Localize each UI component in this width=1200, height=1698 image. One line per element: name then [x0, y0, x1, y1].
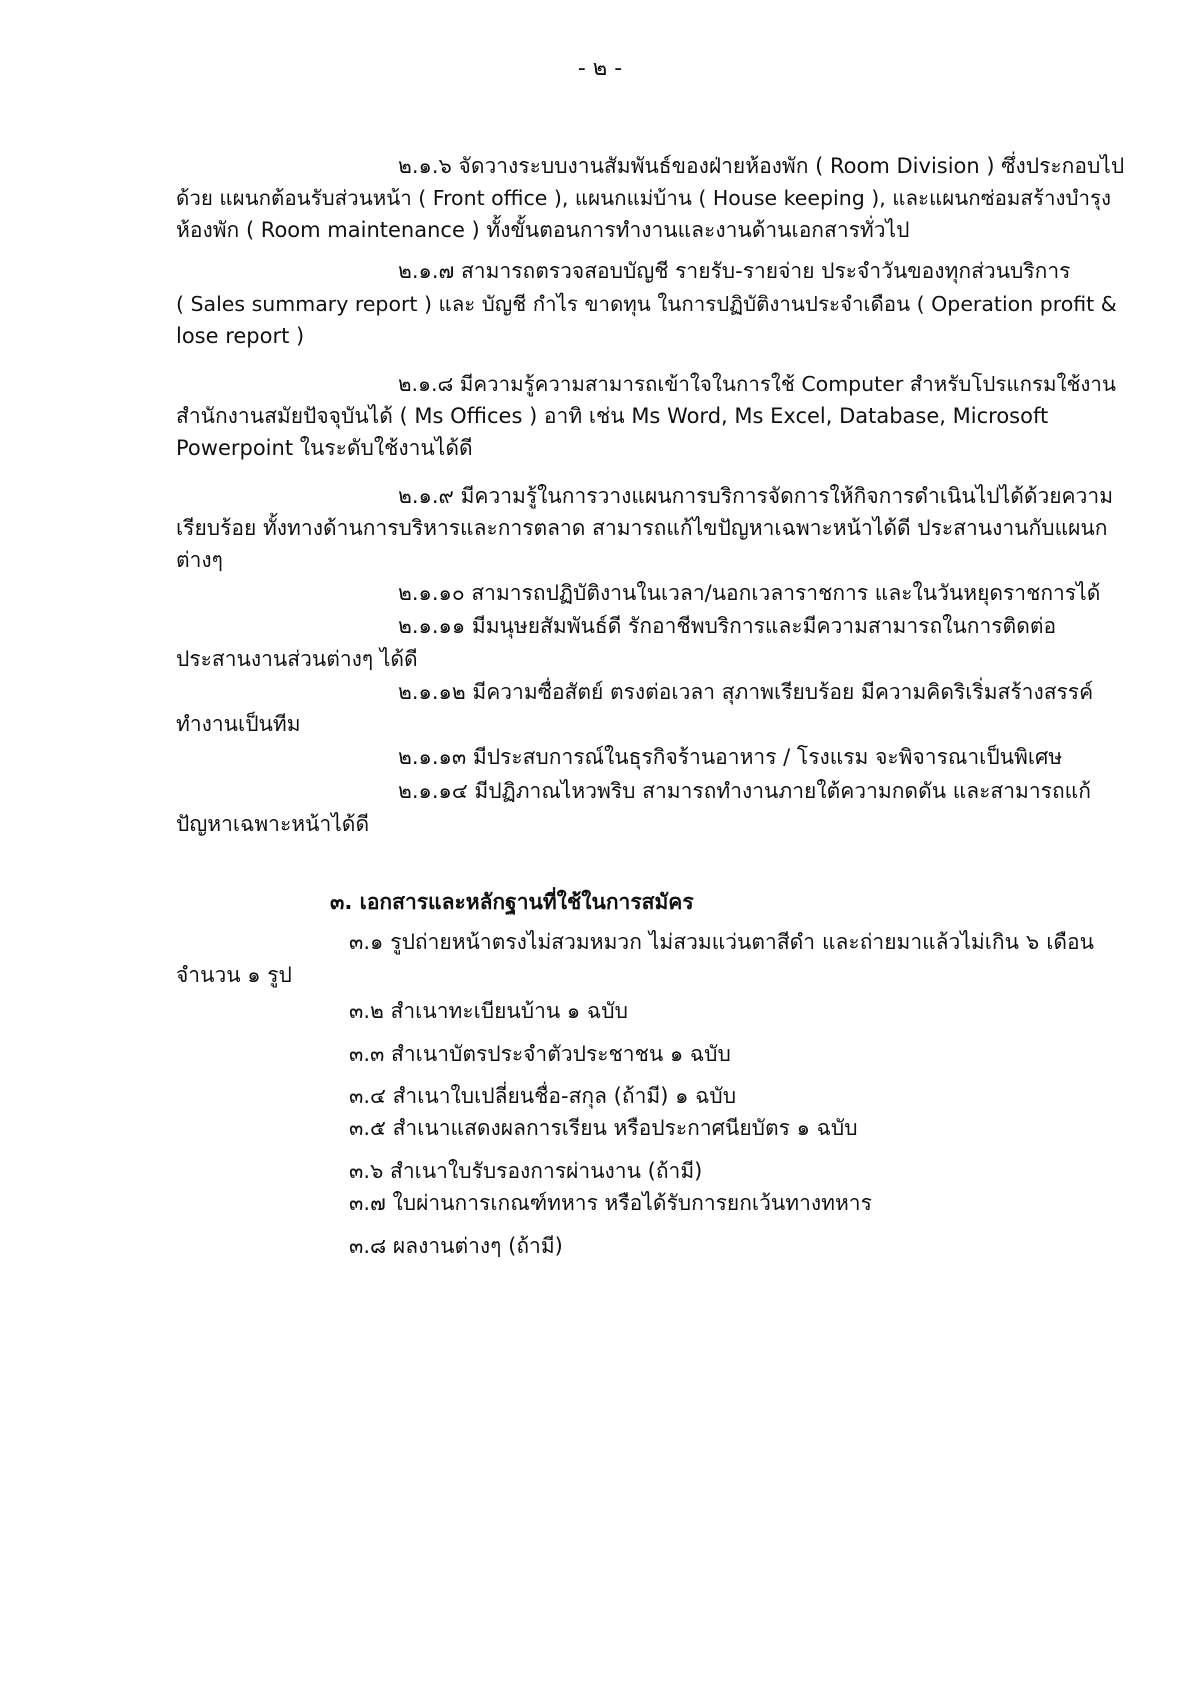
- page-number: - ๒ -: [577, 56, 623, 81]
- item-3-6: ๓.๖ สำเนาใบรับรองการผ่านงาน (ถ้ามี): [349, 1159, 703, 1183]
- item-2-1-7-line-2: ( Sales summary report ) และ บัญชี กำไร ขาดทุน ในการปฏิบัติงานประจำเดือน ( Operation profit &: [176, 292, 1117, 316]
- item-2-1-8-line-1: ๒.๑.๘ มีความรู้ความสามารถเข้าใจในการใช้ Computer สำหรับโปรแกรมใช้งาน: [398, 372, 1116, 396]
- item-3-5: ๓.๕ สำเนาแสดงผลการเรียน หรือประกาศนียบัตร ๑ ฉบับ: [349, 1116, 858, 1140]
- item-2-1-14-line-2: ปัญหาเฉพาะหน้าได้ดี: [176, 812, 370, 836]
- item-2-1-10-line-1: ๒.๑.๑๐ สามารถปฏิบัติงานในเวลา/นอกเวลาราชการ และในวันหยุดราชการได้: [398, 581, 1101, 605]
- item-2-1-11-line-2: ประสานงานส่วนต่างๆ ได้ดี: [176, 647, 418, 671]
- item-2-1-7-line-3: lose report ): [176, 324, 305, 348]
- item-3-4: ๓.๔ สำเนาใบเปลี่ยนชื่อ-สกุล (ถ้ามี) ๑ ฉบับ: [349, 1084, 737, 1108]
- section-3-heading: ๓. เอกสารและหลักฐานที่ใช้ในการสมัคร: [330, 890, 694, 914]
- item-3-8: ๓.๘ ผลงานต่างๆ (ถ้ามี): [349, 1234, 563, 1258]
- item-2-1-11-line-1: ๒.๑.๑๑ มีมนุษยสัมพันธ์ดี รักอาชีพบริการและมีความสามารถในการติดต่อ: [398, 614, 1057, 638]
- item-3-1-line-2: จำนวน ๑ รูป: [176, 963, 292, 987]
- item-2-1-8-line-2: สำนักงานสมัยปัจจุบันได้ ( Ms Offices ) อาทิ เช่น Ms Word, Ms Excel, Database, Microsoft: [176, 404, 1049, 428]
- item-3-1-line-1: ๓.๑ รูปถ่ายหน้าตรงไม่สวมหมวก ไม่สวมแว่นตาสีดำ และถ่ายมาแล้วไม่เกิน ๖ เดือน: [349, 930, 1094, 954]
- item-2-1-8-line-3: Powerpoint ในระดับใช้งานได้ดี: [176, 436, 473, 460]
- item-2-1-9-line-2: เรียบร้อย ทั้งทางด้านการบริหารและการตลาด สามารถแก้ไขปัญหาเฉพาะหน้าได้ดี ประสานงานกับแผนก: [176, 516, 1108, 540]
- item-2-1-6-line-1: ๒.๑.๖ จัดวางระบบงานสัมพันธ์ของฝ่ายห้องพัก ( Room Division ) ซึ่งประกอบไป: [398, 154, 1125, 178]
- item-2-1-9-line-3: ต่างๆ: [176, 548, 223, 572]
- item-2-1-14-line-1: ๒.๑.๑๔ มีปฏิภาณไหวพริบ สามารถทำงานภายใต้ความกดดัน และสามารถแก้: [398, 779, 1091, 803]
- item-2-1-9-line-1: ๒.๑.๙ มีความรู้ในการวางแผนการบริการจัดการให้กิจการดำเนินไปได้ด้วยความ: [398, 484, 1114, 508]
- item-3-7: ๓.๗ ใบผ่านการเกณฑ์ทหาร หรือได้รับการยกเว้นทางทหาร: [349, 1191, 872, 1215]
- item-2-1-7-line-1: ๒.๑.๗ สามารถตรวจสอบบัญชี รายรับ-รายจ่าย ประจำวันของทุกส่วนบริการ: [398, 259, 1071, 283]
- item-2-1-6-line-2: ด้วย แผนกต้อนรับส่วนหน้า ( Front office ), แผนกแม่บ้าน ( House keeping ), และแผนกซ่อมสร้างบำรุง: [176, 186, 1112, 210]
- item-2-1-13-line-1: ๒.๑.๑๓ มีประสบการณ์ในธุรกิจร้านอาหาร / โรงแรม จะพิจารณาเป็นพิเศษ: [398, 745, 1063, 769]
- item-2-1-12-line-1: ๒.๑.๑๒ มีความซื่อสัตย์ ตรงต่อเวลา สุภาพเรียบร้อย มีความคิดริเริ่มสร้างสรรค์: [398, 680, 1094, 704]
- item-2-1-6-line-3: ห้องพัก ( Room maintenance ) ทั้งขั้นตอนการทำงานและงานด้านเอกสารทั่วไป: [176, 218, 910, 242]
- item-3-3: ๓.๓ สำเนาบัตรประจำตัวประชาชน ๑ ฉบับ: [349, 1042, 731, 1066]
- item-3-2: ๓.๒ สำเนาทะเบียนบ้าน ๑ ฉบับ: [349, 999, 628, 1023]
- item-2-1-12-line-2: ทำงานเป็นทีม: [176, 712, 301, 736]
